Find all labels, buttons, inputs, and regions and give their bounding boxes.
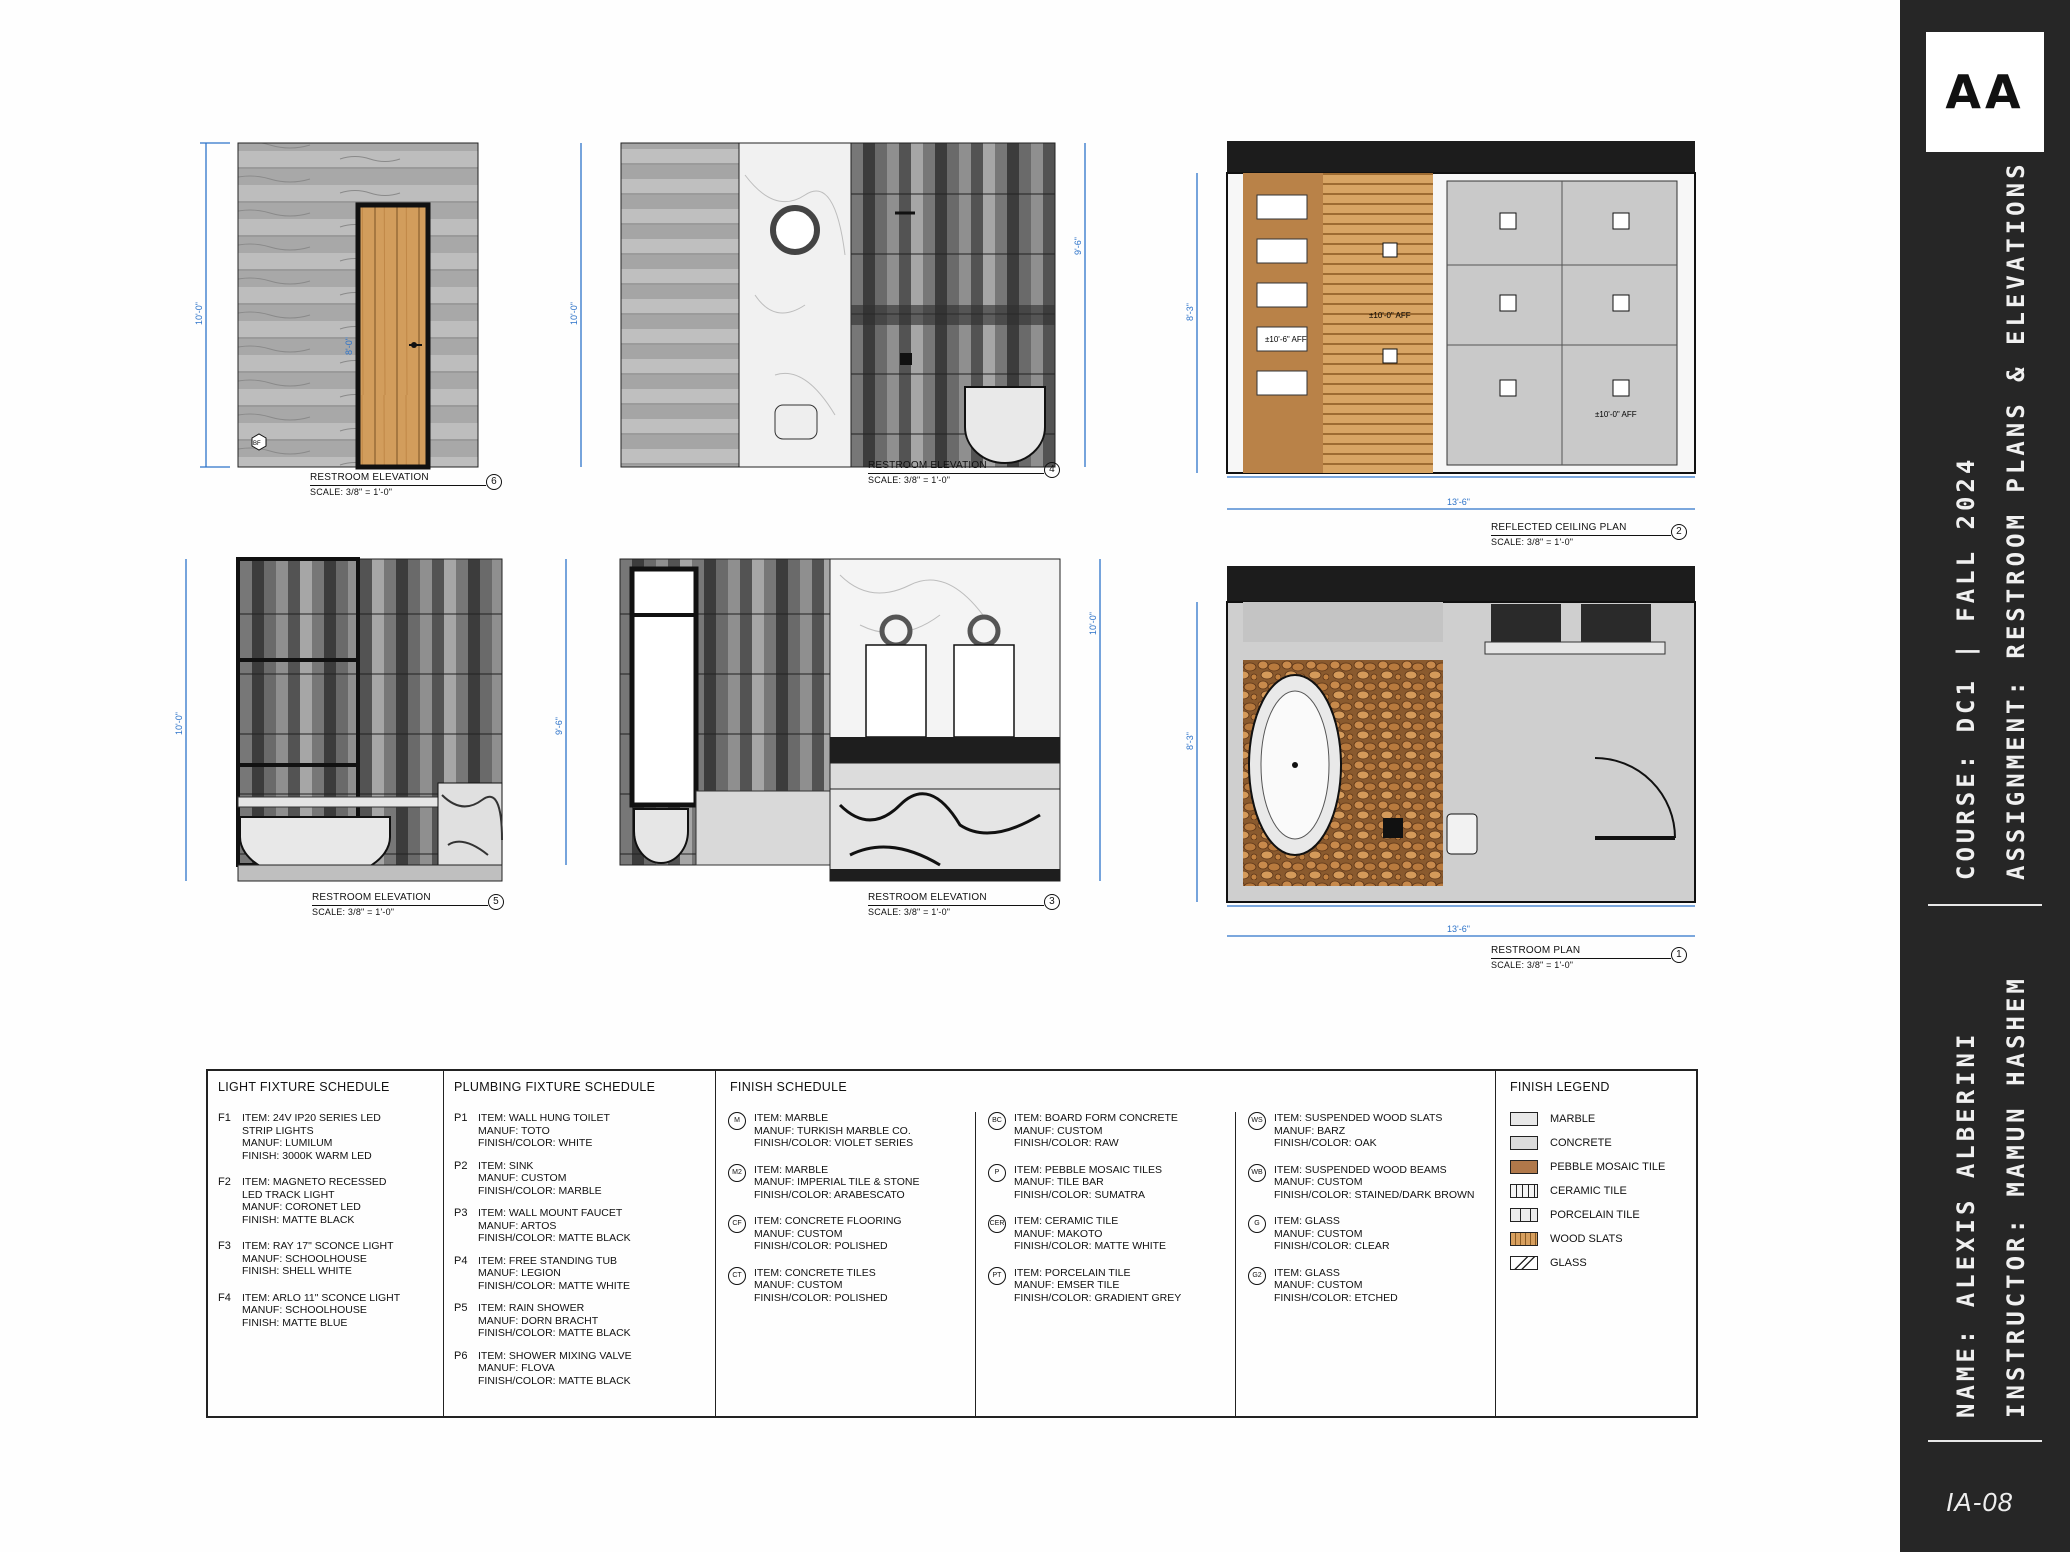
legend-item-porcelain: PORCELAIN TILE <box>1510 1208 1686 1222</box>
schedule-entry: CT ITEM: CONCRETE TILES MANUF: CUSTOM FINISH/COLOR: POLISHED <box>728 1267 963 1305</box>
height-dimension: 10'-0" <box>174 712 184 735</box>
course-line-text: COURSE: DC1 | FALL 2024 <box>1952 455 1980 880</box>
aff-label-1: ±10'-6" AFF <box>1265 335 1307 344</box>
schedule-entry: CF ITEM: CONCRETE FLOORING MANUF: CUSTOM FINISH/COLOR: POLISHED <box>728 1215 963 1253</box>
rcp-height-dimension: 8'-3" <box>1185 303 1195 321</box>
elevation-4-scale: SCALE: 3/8" = 1'-0" <box>868 475 951 485</box>
elevation-5-scale: SCALE: 3/8" = 1'-0" <box>312 907 395 917</box>
schedule-entry: P1 ITEM: WALL HUNG TOILET MANUF: TOTO FINISH/COLOR: WHITE <box>454 1112 610 1149</box>
schedule-entry: P3 ITEM: WALL MOUNT FAUCET MANUF: ARTOS FINISH/COLOR: MATTE BLACK <box>454 1207 631 1244</box>
restroom-plan <box>1185 560 1705 940</box>
elevation-3-scale: SCALE: 3/8" = 1'-0" <box>868 907 951 917</box>
finish-column-a <box>716 1112 975 1416</box>
schedule-entry: P2 ITEM: SINK MANUF: CUSTOM FINISH/COLOR: MARBLE <box>454 1159 602 1197</box>
elevation-3-number: 3 <box>1044 894 1060 910</box>
schedule-entry: F3 ITEM: RAY 17" SCONCE LIGHT MANUF: SCHOOLHOUSE FINISH: SHELL WHITE <box>218 1240 394 1277</box>
plan-title: RESTROOM PLAN <box>1491 945 1671 959</box>
schedule-entry: P6 ITEM: SHOWER MIXING VALVE MANUF: FLOVA FINISH/COLOR: MATTE BLACK <box>454 1349 632 1387</box>
elevation-6 <box>194 135 500 475</box>
elevation-3 <box>554 555 1110 885</box>
height-dimension: 10'-0" <box>569 302 579 325</box>
elevation-5-graphic <box>174 555 510 885</box>
schedule-entry: F1 ITEM: 24V IP20 SERIES LED STRIP LIGHTS MANUF: LUMILUM FINISH: 3000K WARM LED <box>218 1112 381 1162</box>
height-dimension: 9'-6" <box>554 717 564 735</box>
logo: AA <box>1926 32 2044 152</box>
pebble-swatch <box>1510 1160 1538 1174</box>
finish-schedule <box>716 1071 1496 1416</box>
assignment-line-text: ASSIGNMENT: RESTROOM PLANS & ELEVATIONS <box>2002 160 2030 880</box>
instructor-line-text: INSTRUCTOR: MAMUN HASHEM <box>2002 975 2030 1418</box>
plan-graphic <box>1185 560 1705 940</box>
rcp-graphic <box>1185 135 1705 515</box>
schedule-entry: G2 ITEM: GLASS MANUF: CUSTOM FINISH/COLOR: ETCHED <box>1248 1267 1483 1305</box>
plan-scale: SCALE: 3/8" = 1'-0" <box>1491 960 1574 970</box>
schedule-entry: P ITEM: PEBBLE MOSAIC TILES MANUF: TILE BAR FINISH/COLOR: SUMATRA <box>988 1164 1223 1202</box>
rcp-title: REFLECTED CEILING PLAN <box>1491 522 1671 536</box>
plumbing-fixture-schedule <box>444 1071 716 1416</box>
elevation-5-number: 5 <box>488 894 504 910</box>
elevation-6-graphic <box>194 135 500 475</box>
reflected-ceiling-plan <box>1185 135 1705 515</box>
schedule-entry: WS ITEM: SUSPENDED WOOD SLATS MANUF: BARZ FINISH/COLOR: OAK <box>1248 1112 1483 1150</box>
plan-height-dimension: 8'-3" <box>1185 732 1195 750</box>
plan-caption <box>1491 945 1682 971</box>
right-dimension: 10'-0" <box>1088 612 1098 635</box>
schedule-entry: P5 ITEM: RAIN SHOWER MANUF: DORN BRACHT FINISH/COLOR: MATTE BLACK <box>454 1302 631 1339</box>
page-number: IA-08 <box>1946 1487 2014 1517</box>
schedule-entry: P4 ITEM: FREE STANDING TUB MANUF: LEGION FINISH/COLOR: MATTE WHITE <box>454 1254 631 1292</box>
schedule-entry: PT ITEM: PORCELAIN TILE MANUF: EMSER TILE FINISH/COLOR: GRADIENT GREY <box>988 1267 1223 1305</box>
elevation-4-graphic <box>569 135 1095 475</box>
schedule-entry: M2 ITEM: MARBLE MANUF: IMPERIAL TILE & STONE FINISH/COLOR: ARABESCATO <box>728 1164 963 1202</box>
elevation-6-caption <box>310 472 497 498</box>
aff-label-2: ±10'-0" AFF <box>1369 311 1411 320</box>
light-schedule-title: LIGHT FIXTURE SCHEDULE <box>218 1080 390 1094</box>
marble-swatch <box>1510 1112 1538 1126</box>
name-line-text: NAME: ALEXIS ALBERINI <box>1952 1030 1980 1418</box>
light-fixture-schedule <box>208 1071 444 1416</box>
elevation-4-title: RESTROOM ELEVATION <box>868 460 1044 474</box>
schedule-entry: G ITEM: GLASS MANUF: CUSTOM FINISH/COLOR: CLEAR <box>1248 1215 1483 1253</box>
svg-text:BF: BF <box>253 441 261 447</box>
schedule-entry: M ITEM: MARBLE MANUF: TURKISH MARBLE CO. FINISH/COLOR: VIOLET SERIES <box>728 1112 963 1150</box>
legend-item-marble: MARBLE <box>1510 1112 1686 1126</box>
finish-column-b <box>975 1112 1235 1416</box>
plan-number: 1 <box>1671 947 1687 963</box>
plumbing-schedule-title: PLUMBING FIXTURE SCHEDULE <box>454 1080 656 1094</box>
right-dimension: 9'-6" <box>1073 237 1083 255</box>
elevation-6-scale: SCALE: 3/8" = 1'-0" <box>310 487 393 497</box>
legend-item-wood-slats: WOOD SLATS <box>1510 1232 1686 1246</box>
legend-item-pebble: PEBBLE MOSAIC TILE <box>1510 1160 1686 1174</box>
rcp-caption <box>1491 522 1682 548</box>
rcp-overall-dimension: 13'-6" <box>1447 497 1470 507</box>
elevation-3-title: RESTROOM ELEVATION <box>868 892 1044 906</box>
rcp-scale: SCALE: 3/8" = 1'-0" <box>1491 537 1574 547</box>
schedule-entry: F2 ITEM: MAGNETO RECESSED LED TRACK LIGHT MANUF: CORONET LED FINISH: MATTE BLACK <box>218 1176 387 1226</box>
elevation-5 <box>174 555 510 885</box>
plan-overall-dimension: 13'-6" <box>1447 924 1470 934</box>
door-dimension: 8'-0" <box>344 337 354 355</box>
finish-legend <box>1496 1071 1696 1416</box>
elevation-6-title: RESTROOM ELEVATION <box>310 472 486 486</box>
finish-schedule-title: FINISH SCHEDULE <box>730 1080 848 1094</box>
elevation-3-graphic <box>554 555 1110 885</box>
elevation-5-caption <box>312 892 499 918</box>
height-dimension: 10'-0" <box>194 302 204 325</box>
divider <box>1928 1440 2042 1442</box>
elevation-5-title: RESTROOM ELEVATION <box>312 892 488 906</box>
concrete-swatch <box>1510 1136 1538 1150</box>
elevation-4 <box>569 135 1095 475</box>
legend-item-concrete: CONCRETE <box>1510 1136 1686 1150</box>
elevation-4-caption <box>868 460 1055 486</box>
glass-swatch <box>1510 1256 1538 1270</box>
schedule-entry: BC ITEM: BOARD FORM CONCRETE MANUF: CUSTOM FINISH/COLOR: RAW <box>988 1112 1223 1150</box>
legend-item-glass: GLASS <box>1510 1256 1686 1270</box>
schedules-table <box>206 1069 1698 1418</box>
elevation-6-number: 6 <box>486 474 502 490</box>
legend-item-ceramic: CERAMIC TILE <box>1510 1184 1686 1198</box>
rcp-number: 2 <box>1671 524 1687 540</box>
schedule-entry: WB ITEM: SUSPENDED WOOD BEAMS MANUF: CUSTOM FINISH/COLOR: STAINED/DARK BROWN <box>1248 1164 1483 1202</box>
porcelain-swatch <box>1510 1208 1538 1222</box>
schedule-entry: F4 ITEM: ARLO 11" SCONCE LIGHT MANUF: SCHOOLHOUSE FINISH: MATTE BLUE <box>218 1291 401 1329</box>
finish-legend-title: FINISH LEGEND <box>1510 1080 1610 1094</box>
wood-slats-swatch <box>1510 1232 1538 1246</box>
elevation-3-caption <box>868 892 1055 918</box>
finish-column-c <box>1235 1112 1495 1416</box>
elevation-4-number: 4 <box>1044 462 1060 478</box>
schedule-entry: CER ITEM: CERAMIC TILE MANUF: MAKOTO FINISH/COLOR: MATTE WHITE <box>989 1215 1167 1252</box>
divider <box>1928 904 2042 906</box>
title-block <box>1900 0 2070 1552</box>
ceramic-swatch <box>1510 1184 1538 1198</box>
aff-label-3: ±10'-0" AFF <box>1595 410 1637 419</box>
